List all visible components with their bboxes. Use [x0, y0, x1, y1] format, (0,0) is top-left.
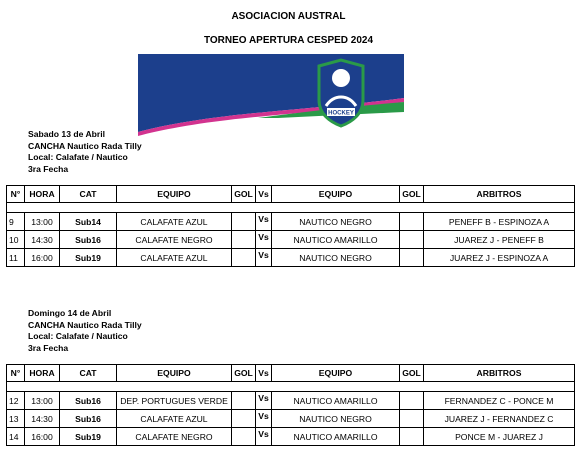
referees: PENEFF B - ESPINOZA A: [424, 213, 575, 231]
home-goals: [232, 410, 256, 428]
day2-local: Local: Calafate / Nautico: [28, 331, 128, 342]
col-number: N°: [7, 186, 25, 203]
col-gol-2: GOL: [400, 186, 424, 203]
match-category: Sub14: [60, 213, 117, 231]
col-arbitros: ARBITROS: [424, 365, 575, 382]
match-time: 16:00: [25, 428, 60, 446]
day2-info: [28, 308, 142, 354]
referees: PONCE M - JUAREZ J: [424, 428, 575, 446]
referees: JUAREZ J - ESPINOZA A: [424, 249, 575, 267]
table-row: [7, 231, 575, 249]
col-cat: CAT: [60, 186, 117, 203]
away-team: NAUTICO NEGRO: [272, 410, 400, 428]
home-team: CALAFATE AZUL: [117, 410, 232, 428]
day2-round: 3ra Fecha: [28, 342, 69, 353]
away-goals: [400, 231, 424, 249]
home-team: CALAFATE NEGRO: [117, 428, 232, 446]
day2-fixture-table: [6, 364, 575, 446]
vs-label: Vs: [256, 428, 272, 446]
match-number: 10: [7, 231, 25, 249]
association-title: ASOCIACION AUSTRAL: [231, 11, 346, 22]
day1-info: [28, 129, 142, 175]
home-goals: [232, 392, 256, 410]
table-row: [7, 213, 575, 231]
table-header: [7, 186, 575, 203]
vs-label: Vs: [256, 392, 272, 410]
match-number: 13: [7, 410, 25, 428]
away-team: NAUTICO AMARILLO: [272, 392, 400, 410]
col-hora: HORA: [25, 186, 60, 203]
day1-date: Sabado 13 de Abril: [28, 129, 106, 139]
match-number: 9: [7, 213, 25, 231]
match-number: 12: [7, 392, 25, 410]
day1-fixture-table: [6, 185, 575, 267]
match-number: 14: [7, 428, 25, 446]
day1-local: Local: Calafate / Nautico: [28, 152, 128, 163]
logo-text: HOCKEY: [328, 110, 354, 117]
away-team: NAUTICO NEGRO: [272, 213, 400, 231]
referees: JUAREZ J - PENEFF B: [424, 231, 575, 249]
match-category: Sub16: [60, 392, 117, 410]
referees: FERNANDEZ C - PONCE M: [424, 392, 575, 410]
away-team: NAUTICO NEGRO: [272, 249, 400, 267]
home-team: CALAFATE AZUL: [117, 213, 232, 231]
day2-venue: CANCHA Nautico Rada Tilly: [28, 319, 142, 330]
match-time: 13:00: [25, 213, 60, 231]
table-row: [7, 428, 575, 446]
home-goals: [232, 428, 256, 446]
home-goals: [232, 231, 256, 249]
hockey-logo-banner: [138, 54, 404, 136]
match-time: 16:00: [25, 249, 60, 267]
match-time: 13:00: [25, 392, 60, 410]
table-header: [7, 365, 575, 382]
col-equipo-1: EQUIPO: [117, 365, 232, 382]
match-category: Sub19: [60, 428, 117, 446]
vs-label: Vs: [256, 410, 272, 428]
vs-label: Vs: [256, 231, 272, 249]
col-equipo-2: EQUIPO: [272, 186, 400, 203]
home-goals: [232, 249, 256, 267]
col-vs: Vs: [256, 186, 272, 203]
match-time: 14:30: [25, 231, 60, 249]
col-vs: Vs: [256, 365, 272, 382]
away-team: NAUTICO AMARILLO: [272, 428, 400, 446]
day1-round: 3ra Fecha: [28, 163, 69, 174]
home-team: CALAFATE NEGRO: [117, 231, 232, 249]
match-time: 14:30: [25, 410, 60, 428]
col-number: N°: [7, 365, 25, 382]
col-gol-1: GOL: [232, 365, 256, 382]
col-gol-1: GOL: [232, 186, 256, 203]
away-goals: [400, 213, 424, 231]
home-goals: [232, 213, 256, 231]
home-team: DEP. PORTUGUES VERDE: [117, 392, 232, 410]
away-goals: [400, 392, 424, 410]
match-category: Sub16: [60, 410, 117, 428]
match-category: Sub19: [60, 249, 117, 267]
match-number: 11: [7, 249, 25, 267]
vs-label: Vs: [256, 249, 272, 267]
away-team: NAUTICO AMARILLO: [272, 231, 400, 249]
table-row: [7, 249, 575, 267]
col-cat: CAT: [60, 365, 117, 382]
away-goals: [400, 428, 424, 446]
col-hora: HORA: [25, 365, 60, 382]
table-row: [7, 410, 575, 428]
away-goals: [400, 410, 424, 428]
home-team: CALAFATE AZUL: [117, 249, 232, 267]
day2-date: Domingo 14 de Abril: [28, 308, 112, 318]
spacer-row: [7, 382, 575, 392]
match-category: Sub16: [60, 231, 117, 249]
col-gol-2: GOL: [400, 365, 424, 382]
col-arbitros: ARBITROS: [424, 186, 575, 203]
table-row: [7, 392, 575, 410]
col-equipo-2: EQUIPO: [272, 365, 400, 382]
away-goals: [400, 249, 424, 267]
col-equipo-1: EQUIPO: [117, 186, 232, 203]
tournament-title: TORNEO APERTURA CESPED 2024: [203, 35, 374, 46]
referees: JUAREZ J - FERNANDEZ C: [424, 410, 575, 428]
day1-venue: CANCHA Nautico Rada Tilly: [28, 140, 142, 151]
spacer-row: [7, 203, 575, 213]
vs-label: Vs: [256, 213, 272, 231]
